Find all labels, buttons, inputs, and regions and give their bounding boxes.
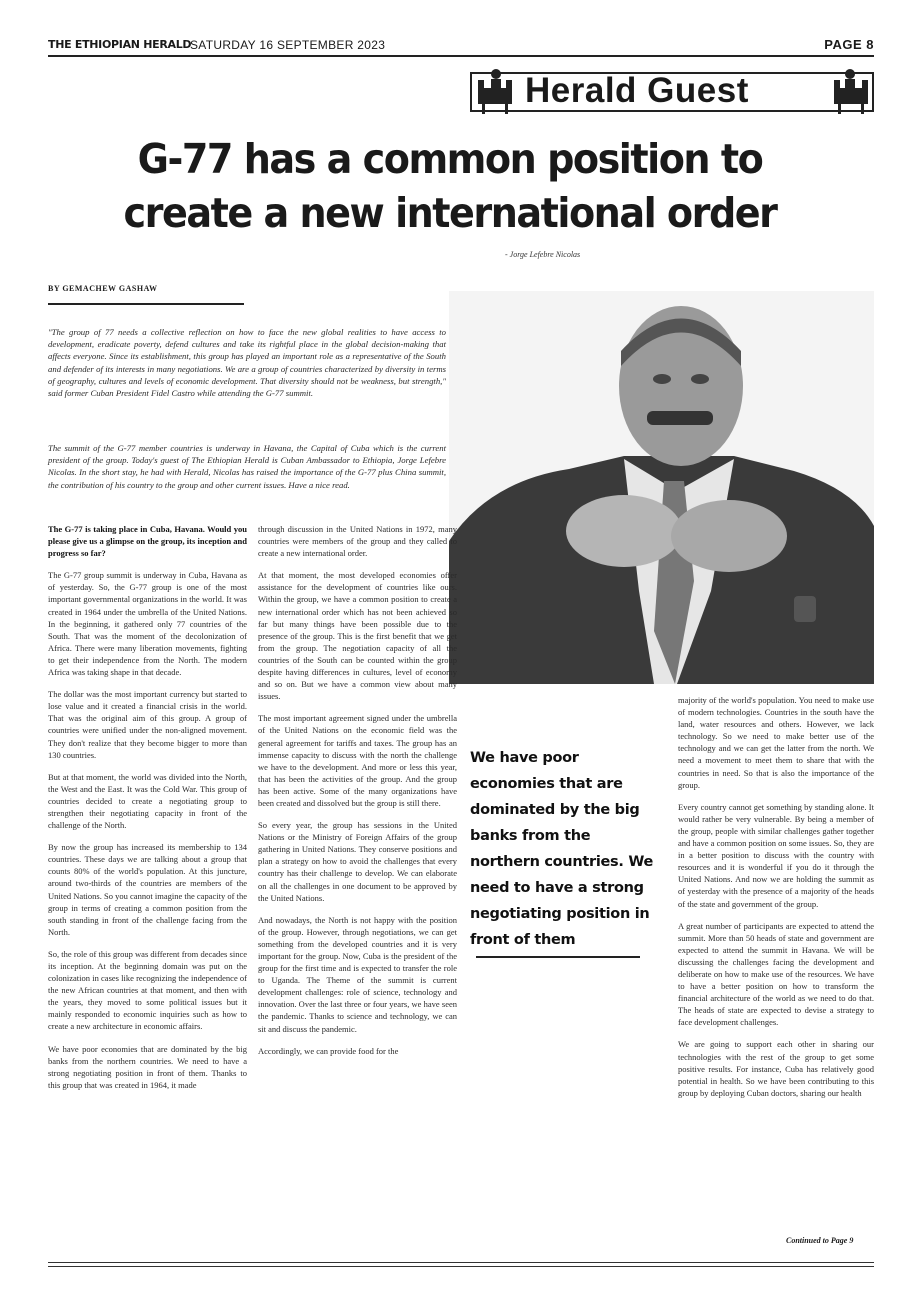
continued-note: Continued to Page 9 (786, 1236, 854, 1245)
intro-quote: "The group of 77 needs a collective reflection on how to face the new global realities to have access to development, eradicate poverty, defend cultures and take its rightful place in the global decision-making that affects everyone. Since its establishment, this group has played an important role as a representative of the South and defender of its interests in many negotiations. We are a group of countries characterized by diversity in terms of geography, cultures and levels of economic development. That diversity should not be weakness, but strength," said former Cuban President Fidel Castro while attending the G-77 summit. (48, 327, 446, 399)
answer-paragraph: Every country cannot get something by standing alone. It would rather be very vulnerable. By being a member of the group, people with similar challenges gather together and have a common position on some issues. So, they are in a better position to discuss with the country with resources and it is wonderful if you do it through the United Nations. And now we are holding the summit as of yesterday with the presence of a majority of the heads of the state and government of the group. (678, 801, 874, 909)
pull-quote: We have poor economies that are dominated by the big banks from the northern countries. We need to have a strong negotiating position in front of them (470, 750, 654, 948)
article-column-2 (258, 523, 457, 1263)
answer-paragraph: majority of the world's population. You need to make use of modern technologies. Countries in the south have the land, water resources and others. However, we lack technology. So we need to make better use of the technology and we can get the latter from the north. We need a movement to meet them to share that with the countries in need. So that is also the importance of the group. (678, 695, 874, 790)
pull-quote-rule (476, 956, 640, 958)
seated-host-icon (830, 66, 870, 116)
masthead (48, 36, 874, 62)
interviewee-credit: - Jorge Lefebre Nicolas (505, 250, 581, 259)
article-headline: G-77 has a common position to create a new international order (123, 135, 777, 237)
footer-rule (48, 1262, 874, 1263)
answer-paragraph: So every year, the group has sessions in the United Nations or the Ministry of Foreign Affairs of the group gathering in United Nations. They conserve positions and plan a strategy on how to avoid the challenges that every country has their challenge to develop. We can elaborate on all the challenges in one document to be approved by the United Nations. (258, 820, 457, 903)
answer-paragraph: By now the group has increased its membership to 134 countries. These days we are talking about a group that counts 80% of the world's population. At this juncture, around two-thirds of the countries are members of the United Nations. So you cannot imagine the capacity of the group in terms of creating a common position from the south standing in front of the challenge facing from the North. (48, 842, 247, 937)
answer-paragraph: But at that moment, the world was divided into the North, the West and the East. It was the Cold War. This group of countries decided to create a negotiating group to strengthen their negotiating capacity in front of the challenge of the North. (48, 771, 247, 831)
byline-rule (48, 303, 244, 305)
answer-paragraph: A great number of participants are expected to attend the summit. More than 50 heads of state and government are expected to attend the summit in Havana. We will be discussing the challenges facing the development and deliberate on how to make use of the resources. We have to have a better position on how to transform the financial architecture of the world as we need to do that. The heads of state are expected to devise a strategy to face development challenges. (678, 920, 874, 1028)
answer-paragraph: At that moment, the most developed economies offer assistance for the development of countries like ours. Within the group, we have a common position to create a new international order which has not been achieved so far but many things have been possible due to the presence of the group. This is the first benefit that we get from the group. The negotiation capacity of all the countries of the South can be counted within the group despite having differences in cultures, level of economy and so on. But we have a common view about many issues. (258, 570, 457, 702)
ambassador-photo (449, 291, 874, 684)
answer-paragraph: So, the role of this group was different from decades since its inception. At the beginning domain was put on the colonization in cases like recognizing the independence of the new African countries at that moment, and then with the years, they moved to some political issues but it mainly responded to economic inquiries such as how to create a new architecture in economic affairs. (48, 948, 247, 1032)
answer-paragraph: We are going to support each other in sharing our technologies with the rest of the group to get some positive results. For instance, Cuba has relatively good potential in health. So we have been contributing to this group by deploying Cuban doctors, sharing our health (678, 1039, 874, 1098)
answer-paragraph: through discussion in the United Nations in 1972, many countries were members of the group and they called to create a new international order. (258, 524, 457, 559)
byline: BY GEMACHEW GASHAW (48, 284, 158, 293)
page-number: PAGE 8 (824, 37, 874, 52)
answer-paragraph: And nowadays, the North is not happy with the position of the group. However, through negotiations, we can get something from the developed countries and it is very important for the group. Now, Cuba is the president of the group for the first time and is expected to transfer the role to Uganda. The Theme of the summit is current development challenges: role of science, technology and innovation. Over the last three or four years, we have seen the pandemic. Thanks to science and technology, we can sit and discuss the pandemic. (258, 914, 457, 1034)
newspaper-name: THE ETHIOPIAN HERALD (48, 38, 192, 51)
footer-rule (48, 1266, 874, 1267)
article-column-1 (48, 523, 247, 1263)
answer-paragraph: Accordingly, we can provide food for the (258, 1045, 399, 1056)
answer-paragraph: The dollar was the most important currency but started to lose value and it created a financial crisis in the world. That was the original aim of this group. A group of countries were unified under the non-aligned movement. They don't realize that they become bigger to more than 130 countries. (48, 689, 247, 760)
issue-date: SATURDAY 16 SEPTEMBER 2023 (190, 38, 386, 52)
section-band (470, 64, 874, 120)
question-paragraph: The G-77 is taking place in Cuba, Havana. Would you please give us a glimpse on the group, its inception and progress so far? (48, 524, 247, 559)
answer-paragraph: We have poor economies that are dominated by the big banks from the northern countries. We need to have a strong negotiating position in front of them. Thanks to this group that was created in 1964, it made (48, 1043, 247, 1090)
seated-guest-icon (476, 66, 516, 116)
masthead-rule (48, 55, 874, 57)
answer-paragraph: The G-77 group summit is underway in Cuba, Havana as of yesterday. So, the G-77 group is one of the most important governmental organizations in the world. It was created in 1964 under the umbrella of the United Nations. In the beginning, it gathered only 77 countries of the South. That was the moment of the decolonization of Africa. There were many liberation movements, fighting to get their independence from the North. The modern Africa was taking shape in that decade. (48, 570, 247, 678)
article-column-3 (678, 694, 874, 1249)
answer-paragraph: The most important agreement signed under the umbrella of the United Nations on the economic field was the general agreement for tariffs and taxes. The group has an immense capacity to discuss with the north the challenge we have to the development. And more or less this year, that has been the activities of the group. And the group has been active. Some of the many organizations have been created and dissolved but the group is still there. (258, 713, 457, 808)
section-label: Herald Guest (525, 71, 749, 110)
intro-summary: The summit of the G-77 member countries is underway in Havana, the Capital of Cuba which is the current president of the group. Today's guest of The Ethiopian Herald is Cuban Ambassador to Ethiopia, Jorge Lefebre Nicolas. In the short stay, he had with Herald, Nicolas has raised the importance of the G-77 plus China summit, the contribution of his country to the group and other current issues. Have a nice read. (48, 443, 446, 490)
